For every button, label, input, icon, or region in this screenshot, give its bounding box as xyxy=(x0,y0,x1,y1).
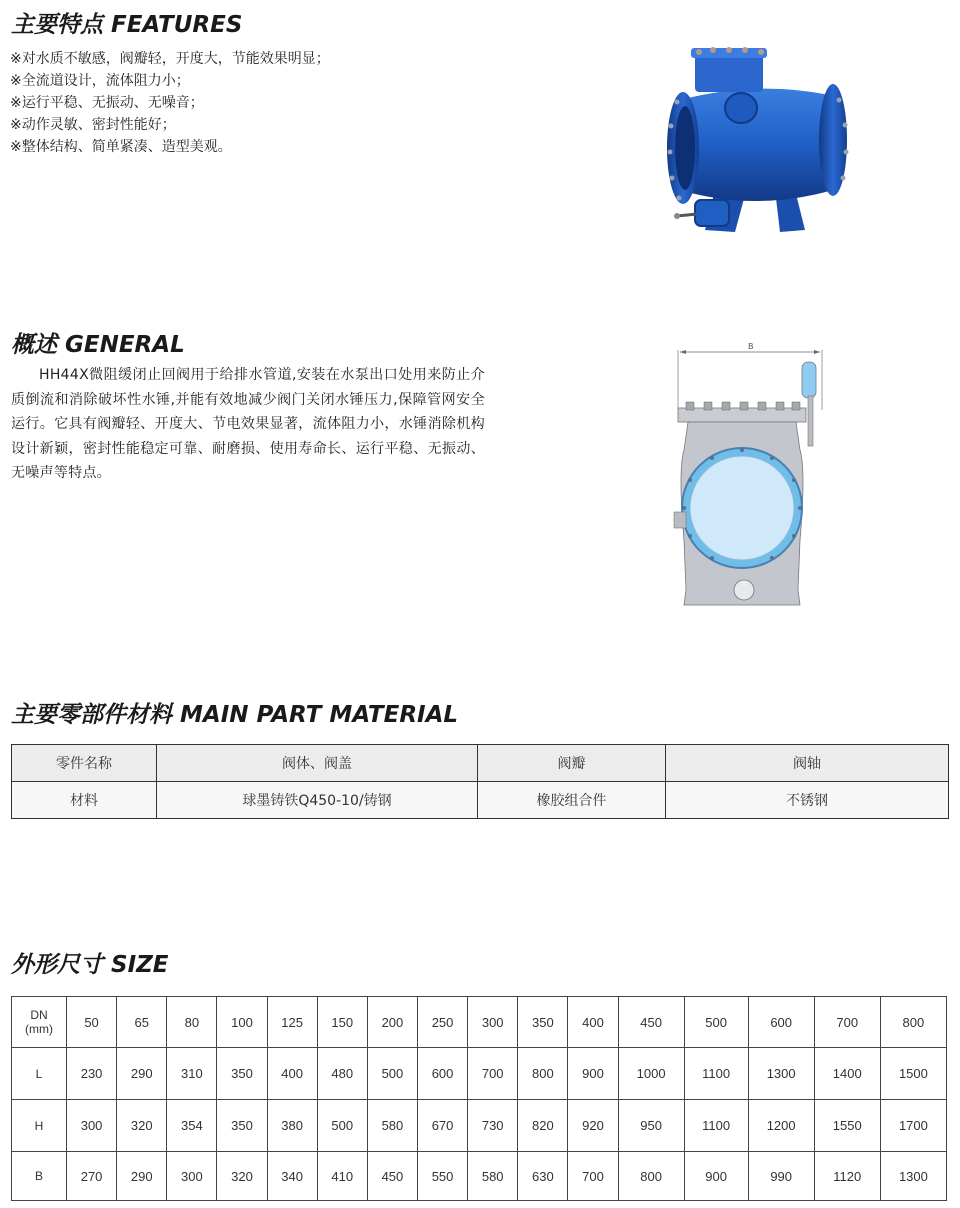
features-list xyxy=(10,48,330,158)
table-cell: 580 xyxy=(468,1152,518,1201)
list-item: ※运行平稳、无振动、无噪音； xyxy=(10,95,204,111)
table-cell: 700 xyxy=(568,1152,618,1201)
table-cell: 450 xyxy=(367,1152,417,1201)
table-cell: 50 xyxy=(67,997,117,1048)
table-cell: 80 xyxy=(167,997,217,1048)
table-row xyxy=(12,1048,947,1100)
table-cell: 阀瓣 xyxy=(478,745,666,782)
table-cell: 300 xyxy=(167,1152,217,1201)
table-cell: 600 xyxy=(417,1048,467,1100)
table-cell: 400 xyxy=(267,1048,317,1100)
table-cell: 500 xyxy=(317,1100,367,1152)
table-cell: 630 xyxy=(518,1152,568,1201)
table-cell: 1700 xyxy=(880,1100,946,1152)
material-table xyxy=(11,744,949,819)
row-label: L xyxy=(12,1048,67,1100)
list-item: ※全流道设计，流体阻力小； xyxy=(10,73,190,89)
table-cell: 350 xyxy=(518,997,568,1048)
table-cell: 阀轴 xyxy=(666,745,949,782)
table-cell: 730 xyxy=(468,1100,518,1152)
row-label: DN (mm) xyxy=(12,997,67,1048)
table-cell: 200 xyxy=(367,997,417,1048)
table-cell: 340 xyxy=(267,1152,317,1201)
table-cell: 1000 xyxy=(618,1048,684,1100)
table-cell: 500 xyxy=(367,1048,417,1100)
table-cell: 600 xyxy=(748,997,814,1048)
table-cell: 800 xyxy=(518,1048,568,1100)
table-row xyxy=(12,1152,947,1201)
table-cell: 1100 xyxy=(684,1048,748,1100)
table-cell: 580 xyxy=(367,1100,417,1152)
table-row xyxy=(12,997,947,1048)
table-cell: 320 xyxy=(117,1100,167,1152)
table-cell: 480 xyxy=(317,1048,367,1100)
table-cell: 350 xyxy=(217,1100,267,1152)
size-heading: 外形尺寸 SIZE xyxy=(11,952,169,978)
table-cell: 1300 xyxy=(880,1152,946,1201)
table-cell: 1300 xyxy=(748,1048,814,1100)
table-cell: 300 xyxy=(468,997,518,1048)
table-cell: 380 xyxy=(267,1100,317,1152)
table-cell: 1100 xyxy=(684,1100,748,1152)
table-cell: 800 xyxy=(618,1152,684,1201)
table-cell: 65 xyxy=(117,997,167,1048)
table-cell: 410 xyxy=(317,1152,367,1201)
table-cell: 820 xyxy=(518,1100,568,1152)
general-heading: 概述 GENERAL xyxy=(11,332,185,358)
table-cell: 270 xyxy=(67,1152,117,1201)
table-cell: 670 xyxy=(417,1100,467,1152)
table-cell: 300 xyxy=(67,1100,117,1152)
table-row xyxy=(12,1100,947,1152)
table-cell: 354 xyxy=(167,1100,217,1152)
table-cell: 700 xyxy=(468,1048,518,1100)
table-cell: 1550 xyxy=(814,1100,880,1152)
table-cell: 900 xyxy=(684,1152,748,1201)
table-cell: 零件名称 xyxy=(12,745,157,782)
table-cell: 球墨铸铁Q450-10/铸钢 xyxy=(157,782,478,819)
material-heading: 主要零部件材料 MAIN PART MATERIAL xyxy=(11,702,459,728)
table-cell: 450 xyxy=(618,997,684,1048)
table-cell: 1500 xyxy=(880,1048,946,1100)
table-cell: 350 xyxy=(217,1048,267,1100)
table-cell: 550 xyxy=(417,1152,467,1201)
valve-drawing-image xyxy=(640,340,860,630)
table-cell: 290 xyxy=(117,1048,167,1100)
table-cell: 800 xyxy=(880,997,946,1048)
table-cell: 400 xyxy=(568,997,618,1048)
table-cell: 310 xyxy=(167,1048,217,1100)
row-label: B xyxy=(12,1152,67,1201)
dimension-label: B xyxy=(748,342,754,351)
table-cell: 不锈钢 xyxy=(666,782,949,819)
list-item: ※动作灵敏、密封性能好； xyxy=(10,117,176,133)
table-cell: 500 xyxy=(684,997,748,1048)
table-cell: 290 xyxy=(117,1152,167,1201)
table-cell: 阀体、阀盖 xyxy=(157,745,478,782)
table-cell: 材料 xyxy=(12,782,157,819)
table-cell: 150 xyxy=(317,997,367,1048)
table-cell: 125 xyxy=(267,997,317,1048)
table-row xyxy=(12,745,949,782)
features-heading: 主要特点 FEATURES xyxy=(11,12,243,38)
table-cell: 1120 xyxy=(814,1152,880,1201)
table-cell: 920 xyxy=(568,1100,618,1152)
table-cell: 990 xyxy=(748,1152,814,1201)
list-item: ※对水质不敏感，阀瓣轻，开度大，节能效果明显； xyxy=(10,51,330,67)
table-cell: 230 xyxy=(67,1048,117,1100)
table-cell: 250 xyxy=(417,997,467,1048)
table-cell: 700 xyxy=(814,997,880,1048)
table-cell: 320 xyxy=(217,1152,267,1201)
table-cell: 100 xyxy=(217,997,267,1048)
valve-product-image xyxy=(655,40,855,250)
size-table xyxy=(11,996,947,1201)
row-label: H xyxy=(12,1100,67,1152)
list-item: ※整体结构、简单紧凑、造型美观。 xyxy=(10,139,232,155)
table-row xyxy=(12,782,949,819)
table-cell: 1400 xyxy=(814,1048,880,1100)
table-cell: 950 xyxy=(618,1100,684,1152)
table-cell: 1200 xyxy=(748,1100,814,1152)
table-cell: 橡胶组合件 xyxy=(478,782,666,819)
table-cell: 900 xyxy=(568,1048,618,1100)
general-description: HH44X微阻缓闭止回阀用于给排水管道,安装在水泵出口处用来防止介质倒流和消除破坏性水锤,并能有效地减少阀门关闭水锤压力,保障管网安全运行。它具有阀瓣轻、开度大、节电效果显著，流体阻力小，水锤消除机构设计新颖，密封性能稳定可靠、耐磨损、使用寿命长、运行平稳、无振动、无噪声等特点。 xyxy=(11,367,485,481)
